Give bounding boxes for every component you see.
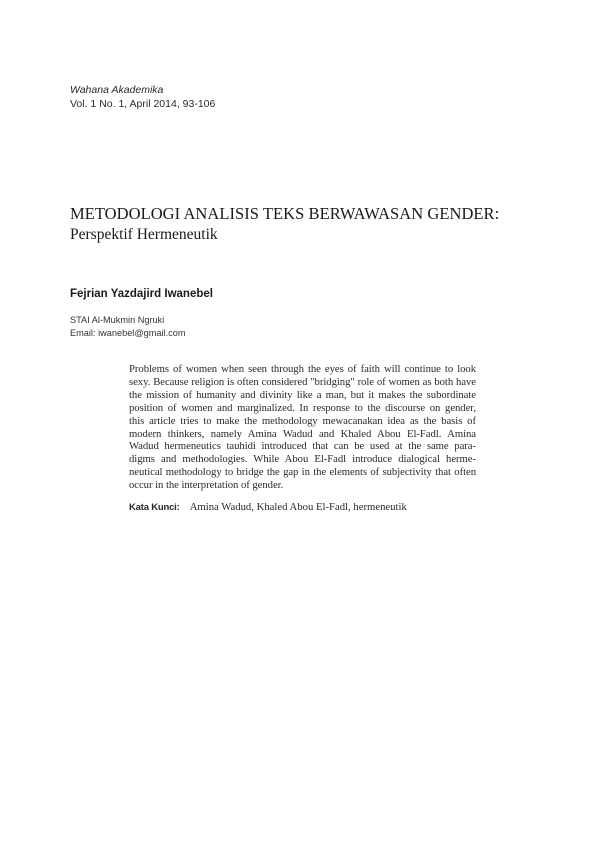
abstract-line: this article tries to make the methodology mewacanakan idea as the basis of xyxy=(129,414,476,427)
abstract-line: digms and methodologies. While Abou El-Fadl introduce dialogical herme- xyxy=(129,453,476,466)
keywords-value: Amina Wadud, Khaled Abou El-Fadl, hermeneutik xyxy=(189,501,407,513)
title-block xyxy=(70,203,550,245)
article-title: METODOLOGI ANALISIS TEKS BERWAWASAN GENDER: xyxy=(70,204,500,223)
article-subtitle: Perspektif Hermeneutik xyxy=(70,226,218,243)
author-affiliation: STAI Al-Mukmin Ngruki xyxy=(70,315,165,325)
author-affiliation-block xyxy=(70,314,186,340)
abstract-line: the mission of humanity and divinity like a man, but it makes the subordinate xyxy=(129,388,476,401)
abstract-line: occur in the interpretation of gender. xyxy=(129,479,284,492)
author-email: Email: iwanebel@gmail.com xyxy=(70,328,186,338)
abstract-line: neutical methodology to bridge the gap in the elements of subjectivity that often xyxy=(129,466,476,479)
abstract xyxy=(129,363,476,492)
abstract-line: Problems of women when seen through the eyes of faith will continue to look xyxy=(129,363,476,375)
abstract-line: Wadud hermeneutics tauhidi introduced that can be used at the same para- xyxy=(129,440,476,453)
author-name: Fejrian Yazdajird Iwanebel xyxy=(70,288,213,300)
journal-issue: Vol. 1 No. 1, April 2014, 93-106 xyxy=(70,98,216,110)
keywords xyxy=(129,501,476,513)
journal-header xyxy=(70,83,215,111)
abstract-line: position of women and marginalized. In response to the discourse on gender, xyxy=(129,401,476,414)
abstract-line: sexy. Because religion is often considered "bridging" role of women as both have xyxy=(129,375,476,388)
journal-name: Wahana Akademika xyxy=(70,84,164,96)
keywords-label: Kata Kunci: xyxy=(129,502,180,513)
abstract-line: modern thinkers, namely Amina Wadud and Khaled Abou El-Fadl. Amina xyxy=(129,427,476,440)
